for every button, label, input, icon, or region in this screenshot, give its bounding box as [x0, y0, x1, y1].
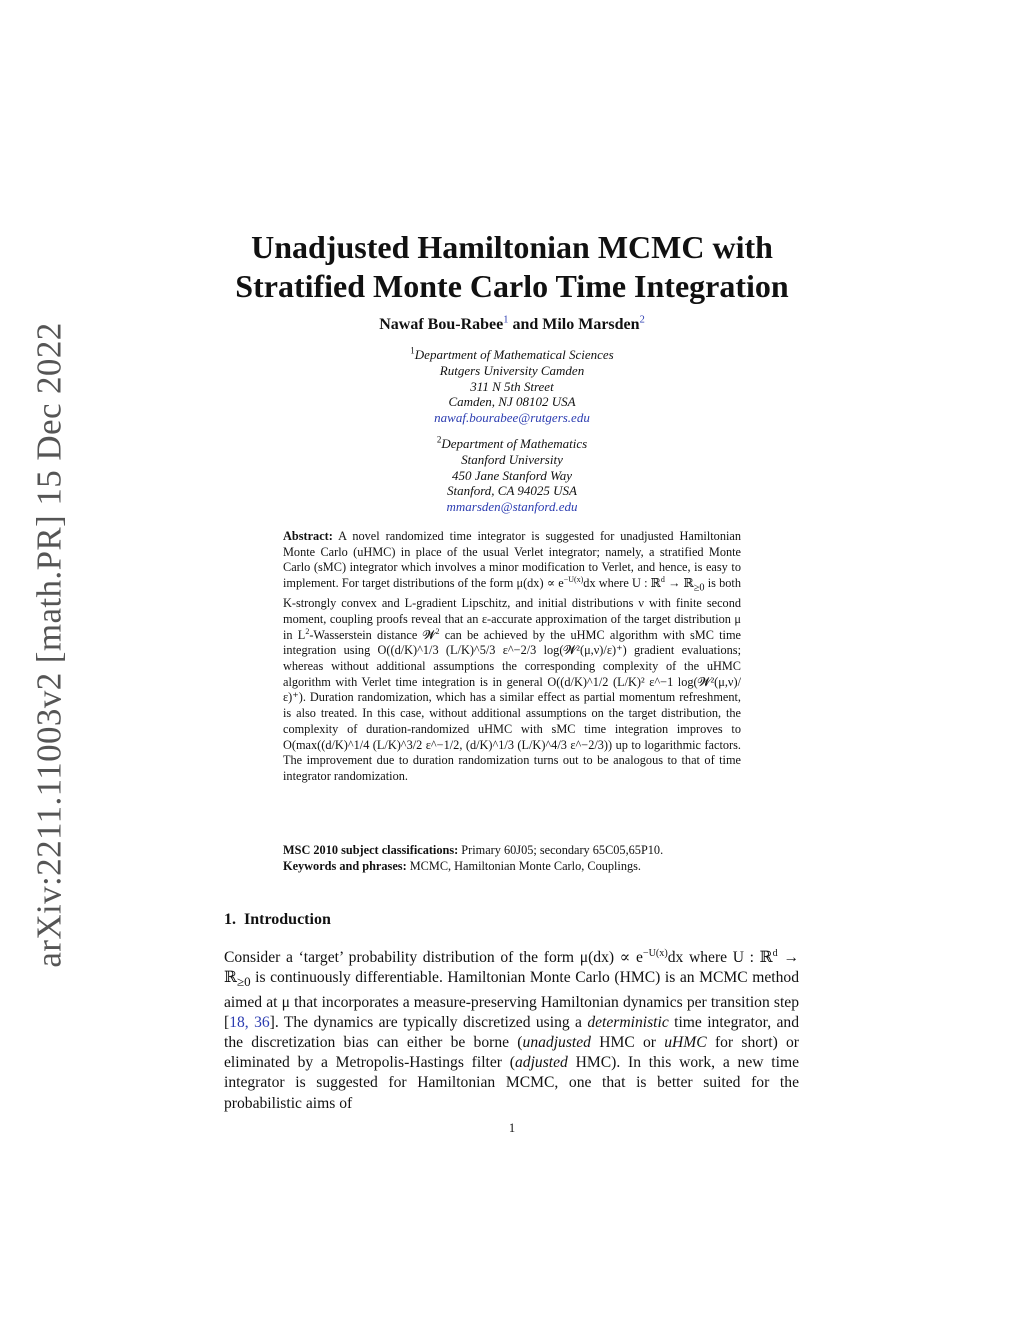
- author-1-name: Nawaf Bou-Rabee: [379, 316, 504, 333]
- abstract-text-2: dx where U : ℝ: [583, 576, 661, 591]
- intro-text-7: HMC or: [590, 1033, 665, 1051]
- intro-text-5: ]. The dynamics are typically discretized using a: [269, 1013, 588, 1031]
- affiliation-2-institution: Stanford University: [461, 451, 563, 467]
- title-line-2: Stratified Monte Carlo Time Integration: [235, 268, 789, 304]
- affiliation-2-city: Stanford, CA 94025 USA: [446, 483, 577, 499]
- affiliation-1-institution: Rutgers University Camden: [439, 362, 585, 378]
- author-2-affiliation-link[interactable]: 2: [639, 314, 645, 326]
- title-line-1: Unadjusted Hamiltonian MCMC with: [251, 229, 773, 265]
- intro-text-3: → ℝ: [224, 949, 799, 987]
- introduction-paragraph: [224, 948, 799, 1114]
- keywords: [283, 859, 783, 875]
- abstract-label: Abstract:: [283, 529, 333, 543]
- abstract-text-3: → ℝ: [664, 576, 694, 591]
- keywords-value: MCMC, Hamiltonian Monte Carlo, Couplings.: [409, 858, 642, 873]
- abstract-text-5: -Wasserstein distance 𝓦: [309, 627, 436, 642]
- affiliation-2: [260, 436, 764, 515]
- affiliation-2-number: 2: [436, 434, 442, 445]
- author-list: [180, 316, 844, 334]
- intro-emphasis-adjusted: adjusted: [514, 1054, 568, 1072]
- affiliation-1-email-link[interactable]: nawaf.bourabee@rutgers.edu: [434, 410, 590, 426]
- classification-block: [283, 843, 783, 874]
- abstract-l2-sup: 2: [305, 626, 310, 636]
- intro-text-9: HMC). In this work, a new time integrator is suggested for Hamiltonian MCMC, one that is better suited for the probabilistic aims of: [224, 1054, 800, 1112]
- affiliation-2-street: 450 Jane Stanford Way: [452, 467, 572, 483]
- abstract-w2-sup: 2: [435, 626, 440, 636]
- section-heading-introduction: [224, 911, 331, 929]
- abstract-text-1: A novel randomized time integrator is suggested for unadjusted Hamiltonian Monte Carlo (uHMC) in place of the usual Verlet integrator; namely, a stratified Monte Carlo (sMC) integrator which involves a minor modification to Verlet, and hence, is easy to implement. For target distributions of the form μ(dx) ∝ e: [283, 529, 741, 591]
- intro-emphasis-unadjusted: unadjusted: [522, 1033, 591, 1051]
- intro-exponent: −U(x): [642, 947, 668, 959]
- msc-value: Primary 60J05; secondary 65C05,65P10.: [461, 843, 664, 857]
- section-title: Introduction: [244, 911, 331, 928]
- abstract-dimension-sup: d: [660, 575, 665, 585]
- msc-label: MSC 2010 subject classifications:: [283, 843, 459, 857]
- intro-text-2: dx where U : ℝ: [667, 949, 773, 966]
- affiliation-2-department: Department of Mathematics: [441, 436, 588, 451]
- intro-text-4: is continuously differentiable. Hamiltonian Monte Carlo (HMC) is an MCMC method aimed at μ that incorporates a measure-preserving Hamiltonian dynamics per transition step [: [224, 969, 799, 1031]
- abstract-nonneg-sub: ≥0: [693, 582, 705, 594]
- section-number: 1.: [224, 911, 236, 928]
- affiliation-1-number: 1: [410, 345, 415, 356]
- intro-text-1: Consider a ‘target’ probability distribution of the form μ(dx) ∝ e: [224, 949, 643, 966]
- abstract-text-6: can be achieved by the uHMC algorithm with sMC time integration using O((d/K)^1/3 (L/K)^5/3 ε^−2/3 log(𝓦²(μ,ν)/ε)⁺) gradient evaluations; whereas without additional assumptions the corresponding complexity of the uHMC algorithm with Verlet time integration is in general O((d/K)^1/2 (L/K)² ε^−1 log(𝓦²(μ,ν)/ε)⁺). Duration randomization, which has a similar effect as partial momentum refreshment, is also treated. In this case, without additional assumptions on the target distribution, the complexity of duration-randomized uHMC with sMC time integration improves to O(max((d/K)^1/4 (L/K)^3/2 ε^−1/2, (d/K)^1/3 (L/K)^4/3 ε^−2/3)) up to logarithmic factors. The improvement due to duration randomization turns out to be analogous to that of time integrator randomization.: [283, 627, 742, 783]
- affiliation-1-city: Camden, NJ 08102 USA: [448, 394, 576, 410]
- arxiv-id-text: arXiv:2211.11003v2 [math.PR] 15 Dec 2022: [30, 322, 70, 968]
- affiliation-1-department: Department of Mathematical Sciences: [414, 347, 614, 362]
- msc-classification: [283, 843, 783, 859]
- intro-text-6: time integrator, and the discretization bias can either be borne (: [224, 1013, 799, 1051]
- intro-text-8: for short) or eliminated by a Metropolis-Hastings filter (: [224, 1033, 800, 1072]
- affiliation-1-street: 311 N 5th Street: [470, 378, 554, 394]
- citation-link[interactable]: 18, 36: [229, 1013, 270, 1031]
- author-conjunction: and: [512, 316, 539, 333]
- intro-nonneg-sub: ≥0: [236, 974, 251, 990]
- author-2-name: Milo Marsden: [542, 316, 640, 333]
- arxiv-identifier-stamp: [18, 322, 82, 968]
- abstract: [283, 529, 741, 785]
- keywords-label: Keywords and phrases:: [283, 858, 407, 873]
- intro-dimension-sup: d: [772, 947, 778, 959]
- paper-title: [180, 228, 844, 306]
- page-number: 1: [508, 1121, 516, 1135]
- intro-emphasis-deterministic: deterministic: [587, 1013, 669, 1031]
- intro-emphasis-uhmc: uHMC: [664, 1033, 707, 1051]
- affiliation-1: [260, 347, 764, 426]
- abstract-text-4: is both K-strongly convex and L-gradient Lipschitz, and initial distributions ν with finite second moment, coupling proofs reveal that an ε-accurate approximation of the target distribution μ in L: [283, 576, 741, 642]
- affiliation-2-email-link[interactable]: mmarsden@stanford.edu: [446, 499, 578, 515]
- author-1-affiliation-link[interactable]: 1: [503, 314, 509, 326]
- abstract-exponent: −U(x): [563, 575, 584, 585]
